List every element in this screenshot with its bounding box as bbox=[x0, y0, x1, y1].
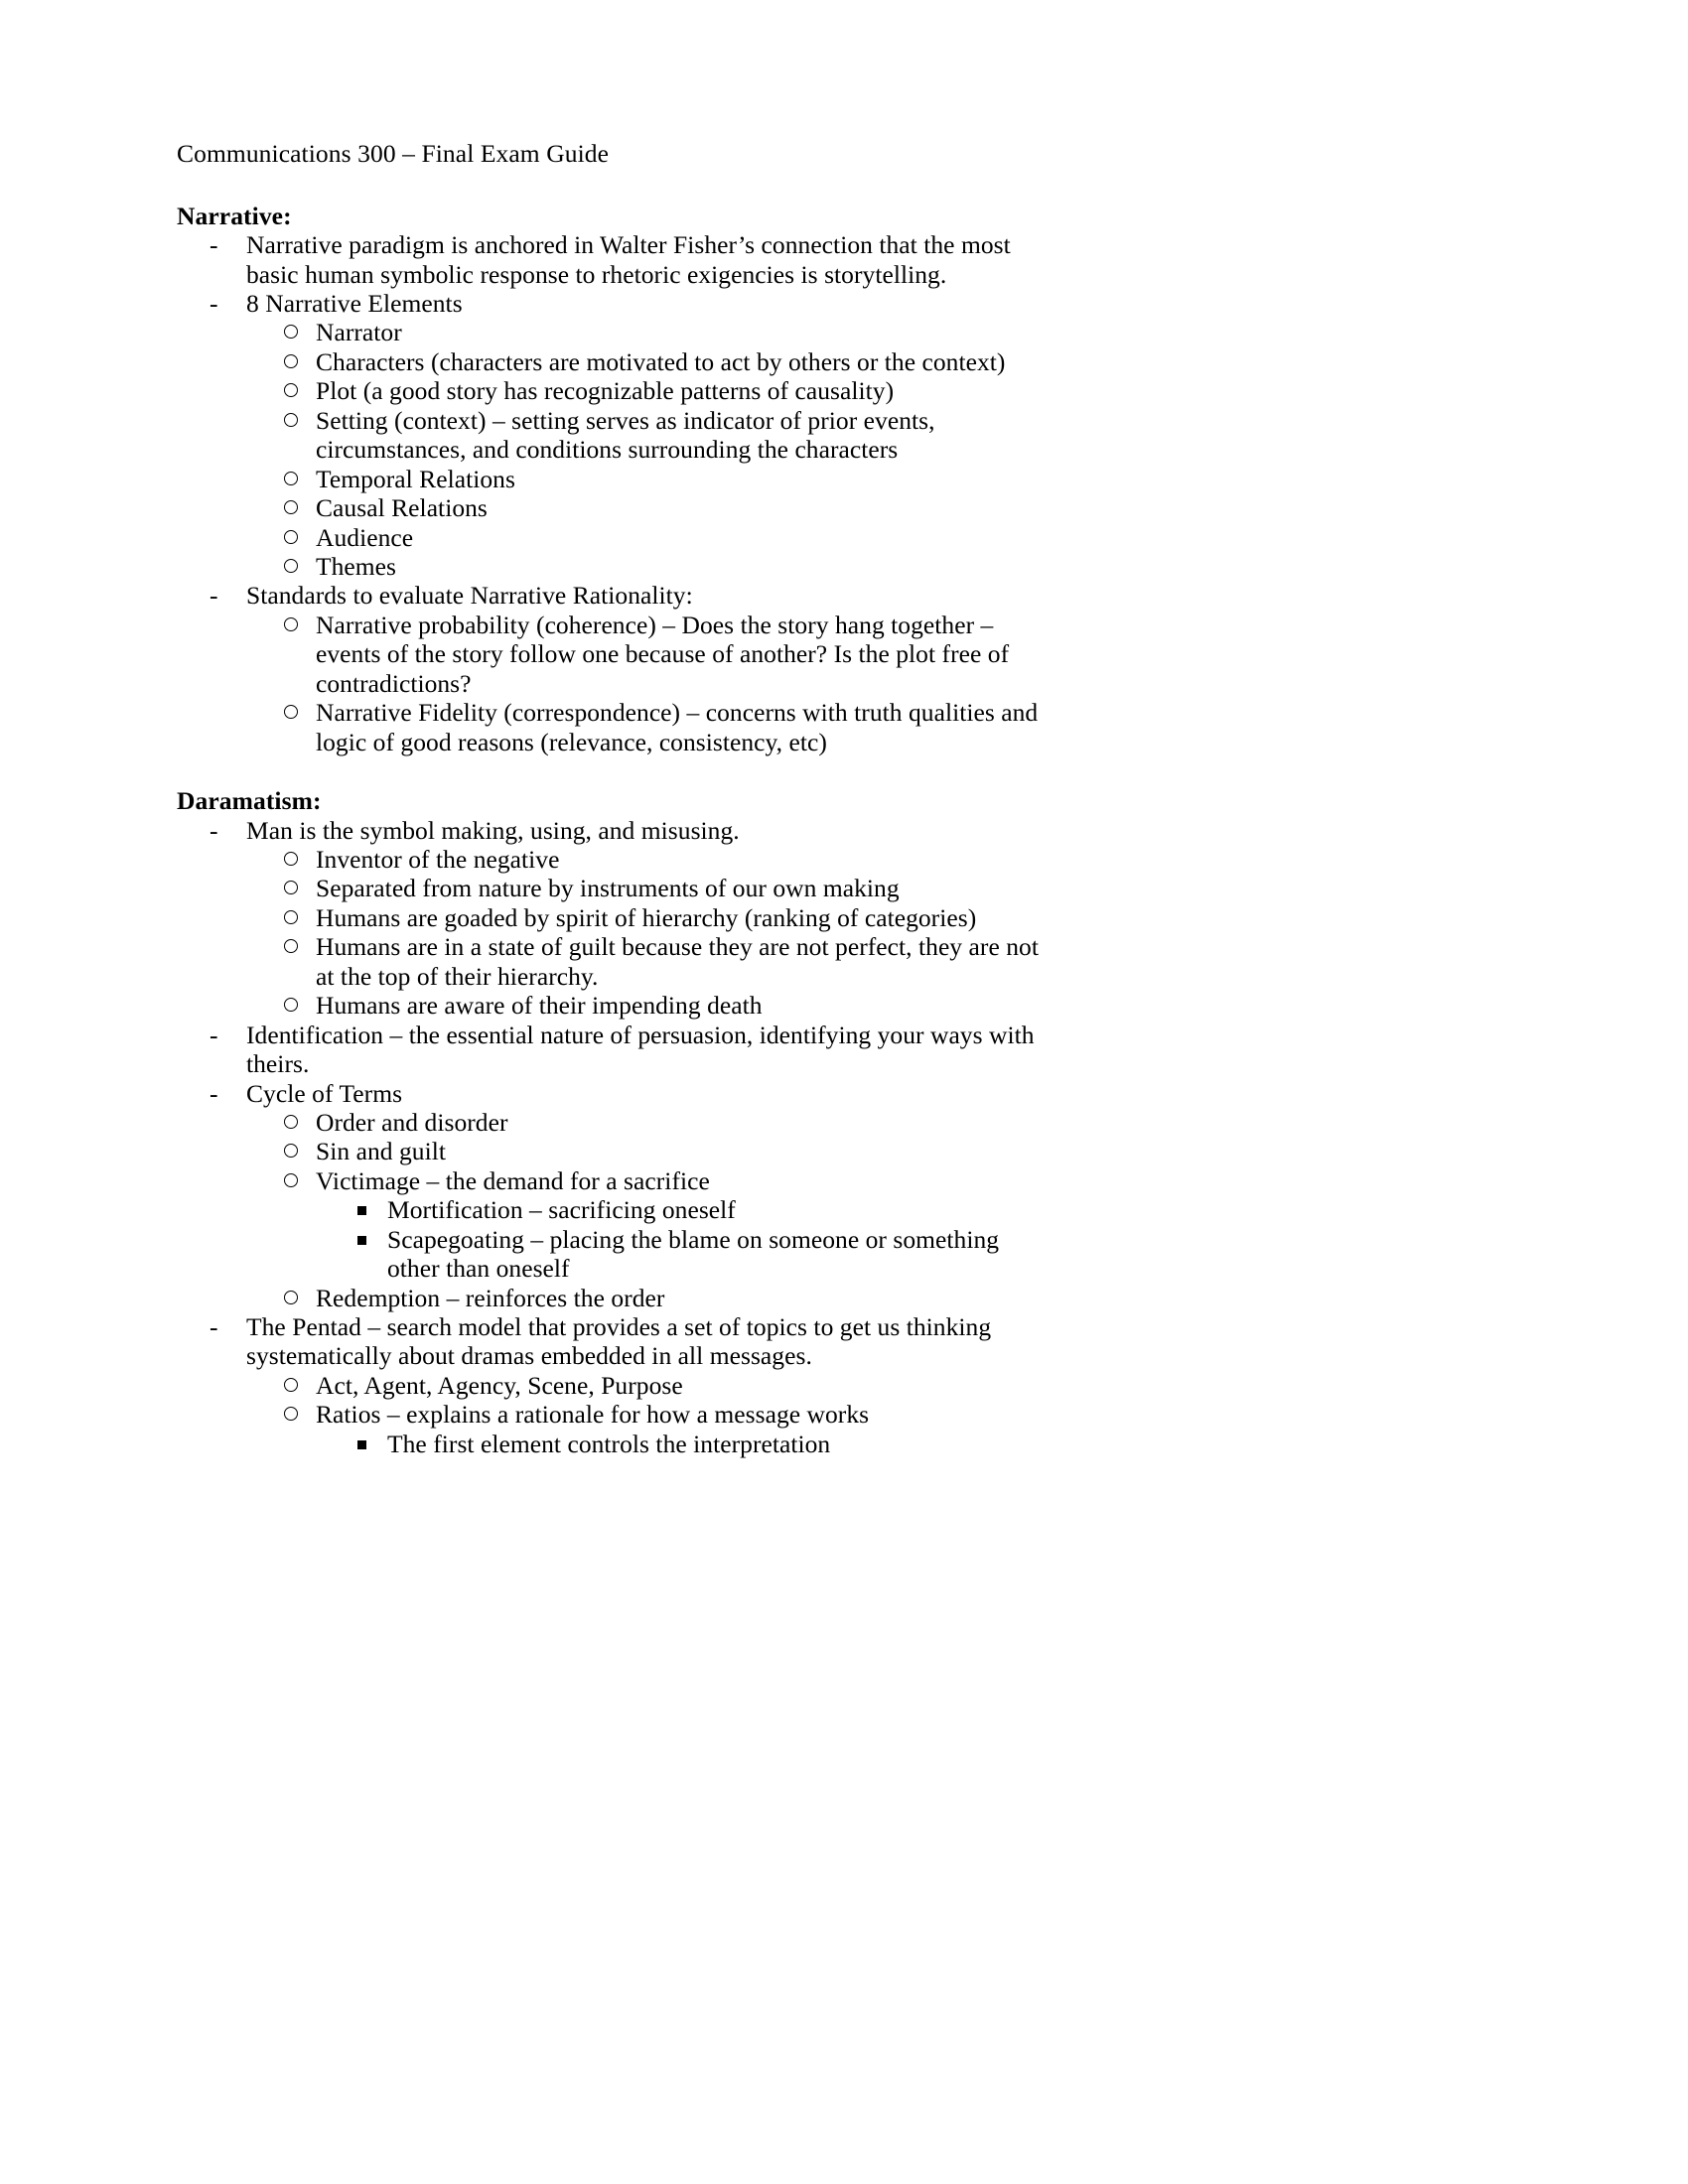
bullet-marker bbox=[284, 318, 298, 346]
circle-bullet-icon bbox=[284, 932, 298, 961]
circle-bullet-icon bbox=[284, 465, 298, 493]
outline-item bbox=[177, 581, 1039, 610]
section-heading: Daramatism: bbox=[177, 786, 322, 816]
dash-bullet-icon: - bbox=[210, 581, 218, 611]
bullet-marker bbox=[284, 903, 298, 932]
bullet-marker bbox=[284, 406, 298, 435]
outline-item-text: The first element controls the interpretation bbox=[387, 1429, 831, 1458]
outline-item-text: Ratios – explains a rationale for how a message works bbox=[316, 1400, 870, 1430]
outline-item-text: Separated from nature by instruments of our own making bbox=[316, 874, 900, 903]
circle-bullet-icon bbox=[284, 845, 298, 874]
outline-item bbox=[177, 1312, 1039, 1371]
bullet-marker bbox=[284, 1371, 298, 1400]
outline-item-text: Mortification – sacrificing oneself bbox=[387, 1195, 736, 1225]
outline-item-text: Victimage – the demand for a sacrifice bbox=[316, 1165, 710, 1195]
bullet-marker bbox=[210, 581, 218, 610]
bullet-marker bbox=[284, 991, 298, 1020]
outline-item-text: Narrator bbox=[316, 318, 402, 347]
circle-bullet-icon bbox=[284, 406, 298, 435]
outline-item-text: Narrative probability (coherence) – Does the story hang together – events of the story follow one because of another? Is the plot free of contradictions? bbox=[316, 610, 1010, 698]
outline-item bbox=[177, 376, 1039, 405]
outline-level-2 bbox=[177, 1108, 1039, 1312]
outline-item-text: Cycle of Terms bbox=[246, 1078, 403, 1108]
outline-item-text: Act, Agent, Agency, Scene, Purpose bbox=[316, 1370, 683, 1400]
outline-item bbox=[177, 1079, 1039, 1108]
outline-item-text: Audience bbox=[316, 522, 414, 552]
outline-item bbox=[177, 552, 1039, 581]
circle-bullet-icon bbox=[284, 611, 298, 639]
circle-bullet-icon bbox=[284, 347, 298, 376]
dash-bullet-icon: - bbox=[210, 1312, 218, 1342]
outline-item bbox=[177, 903, 1039, 932]
circle-bullet-icon bbox=[284, 698, 298, 727]
bullet-marker bbox=[210, 1312, 218, 1341]
dash-bullet-icon: - bbox=[210, 1078, 218, 1108]
outline-item-text: Sin and guilt bbox=[316, 1137, 446, 1166]
outline-item-text: Setting (context) – setting serves as indicator of prior events, circumstances, and conditions surrounding the characters bbox=[316, 405, 935, 465]
outline-item bbox=[177, 1166, 1039, 1195]
dash-bullet-icon: - bbox=[210, 815, 218, 845]
bullet-marker bbox=[210, 1021, 218, 1049]
outline-level-1 bbox=[177, 230, 1039, 756]
outline-item-text: Characters (characters are motivated to act by others or the context) bbox=[316, 346, 1006, 376]
bullet-marker bbox=[284, 1166, 298, 1195]
outline-item-text: Temporal Relations bbox=[316, 464, 515, 493]
outline-item-text: Themes bbox=[316, 551, 397, 581]
circle-bullet-icon bbox=[284, 1400, 298, 1429]
document-section bbox=[177, 786, 1039, 1458]
circle-bullet-icon bbox=[284, 1108, 298, 1137]
bullet-marker bbox=[284, 874, 298, 902]
outline-item bbox=[177, 347, 1039, 376]
outline-item bbox=[177, 698, 1039, 756]
square-bullet-icon bbox=[357, 1225, 366, 1254]
outline-item bbox=[177, 1430, 1039, 1458]
outline-level-2 bbox=[177, 1371, 1039, 1458]
section-heading: Narrative: bbox=[177, 201, 292, 230]
outline-item-text: Identification – the essential nature of persuasion, identifying your ways with theirs. bbox=[246, 1020, 1035, 1079]
outline-item bbox=[177, 1108, 1039, 1137]
outline-item bbox=[177, 874, 1039, 902]
bullet-marker bbox=[284, 845, 298, 874]
bullet-marker bbox=[210, 230, 218, 259]
outline-item-text: Inventor of the negative bbox=[316, 845, 560, 875]
circle-bullet-icon bbox=[284, 1166, 298, 1195]
bullet-marker bbox=[284, 552, 298, 581]
outline-item bbox=[177, 611, 1039, 698]
outline-level-2 bbox=[177, 611, 1039, 756]
document-body bbox=[177, 139, 1039, 1458]
square-bullet-icon bbox=[357, 1430, 366, 1458]
outline-item-text: Man is the symbol making, using, and misusing. bbox=[246, 815, 740, 845]
outline-item-text: 8 Narrative Elements bbox=[246, 289, 463, 319]
outline-item-text: Humans are goaded by spirit of hierarchy (ranking of categories) bbox=[316, 902, 977, 932]
circle-bullet-icon bbox=[284, 903, 298, 932]
bullet-marker bbox=[357, 1225, 366, 1254]
circle-bullet-icon bbox=[284, 523, 298, 552]
outline-item bbox=[177, 1400, 1039, 1429]
circle-bullet-icon bbox=[284, 552, 298, 581]
outline-item-text: Redemption – reinforces the order bbox=[316, 1283, 665, 1312]
circle-bullet-icon bbox=[284, 1371, 298, 1400]
dash-bullet-icon: - bbox=[210, 230, 218, 260]
outline-level-3 bbox=[177, 1430, 1039, 1458]
outline-item bbox=[177, 845, 1039, 874]
outline-item bbox=[177, 289, 1039, 318]
outline-level-2 bbox=[177, 318, 1039, 581]
outline-item bbox=[177, 465, 1039, 493]
bullet-marker bbox=[357, 1195, 366, 1224]
outline-item-text: Narrative Fidelity (correspondence) – concerns with truth qualities and logic of good reasons (relevance, consistency, etc) bbox=[316, 698, 1039, 756]
outline-item bbox=[177, 1371, 1039, 1400]
bullet-marker bbox=[357, 1430, 366, 1458]
outline-item bbox=[177, 318, 1039, 346]
circle-bullet-icon bbox=[284, 1137, 298, 1165]
dash-bullet-icon: - bbox=[210, 1020, 218, 1049]
outline-item bbox=[177, 1284, 1039, 1312]
bullet-marker bbox=[284, 932, 298, 961]
sections-container bbox=[177, 202, 1039, 1459]
outline-item bbox=[177, 1137, 1039, 1165]
bullet-marker bbox=[284, 376, 298, 405]
circle-bullet-icon bbox=[284, 376, 298, 405]
outline-item-text: Standards to evaluate Narrative Rationality: bbox=[246, 581, 693, 611]
outline-item bbox=[177, 932, 1039, 991]
outline-item bbox=[177, 523, 1039, 552]
outline-item-text: Scapegoating – placing the blame on someone or something other than oneself bbox=[387, 1224, 1000, 1284]
outline-item-text: Narrative paradigm is anchored in Walter Fisher’s connection that the most basic human symbolic response to rhetoric exigencies is storytelling. bbox=[246, 230, 1011, 289]
bullet-marker bbox=[210, 1079, 218, 1108]
outline-item-text: Order and disorder bbox=[316, 1107, 508, 1137]
circle-bullet-icon bbox=[284, 493, 298, 522]
outline-item bbox=[177, 1195, 1039, 1224]
outline-item bbox=[177, 991, 1039, 1020]
bullet-marker bbox=[284, 1284, 298, 1312]
outline-item-text: Plot (a good story has recognizable patterns of causality) bbox=[316, 376, 895, 406]
bullet-marker bbox=[284, 347, 298, 376]
bullet-marker bbox=[284, 523, 298, 552]
outline-level-2 bbox=[177, 845, 1039, 1021]
outline-item bbox=[177, 1225, 1039, 1284]
circle-bullet-icon bbox=[284, 991, 298, 1020]
circle-bullet-icon bbox=[284, 318, 298, 346]
bullet-marker bbox=[284, 1108, 298, 1137]
bullet-marker bbox=[284, 493, 298, 522]
outline-item bbox=[177, 230, 1039, 289]
outline-level-1 bbox=[177, 816, 1039, 1459]
outline-item bbox=[177, 1021, 1039, 1079]
bullet-marker bbox=[284, 465, 298, 493]
bullet-marker bbox=[210, 816, 218, 845]
bullet-marker bbox=[210, 289, 218, 318]
outline-item-text: Humans are aware of their impending death bbox=[316, 991, 763, 1021]
document-section bbox=[177, 202, 1039, 756]
bullet-marker bbox=[284, 1137, 298, 1165]
square-bullet-icon bbox=[357, 1195, 366, 1224]
outline-item bbox=[177, 816, 1039, 845]
dash-bullet-icon: - bbox=[210, 289, 218, 319]
bullet-marker bbox=[284, 698, 298, 727]
outline-item bbox=[177, 493, 1039, 522]
outline-item-text: Causal Relations bbox=[316, 493, 488, 523]
outline-item-text: Humans are in a state of guilt because they are not perfect, they are not at the top of their hierarchy. bbox=[316, 932, 1039, 991]
page-title: Communications 300 – Final Exam Guide bbox=[177, 139, 610, 168]
section-spacer bbox=[177, 756, 1039, 786]
bullet-marker bbox=[284, 611, 298, 639]
outline-item bbox=[177, 406, 1039, 465]
outline-item-text: The Pentad – search model that provides a set of topics to get us thinking systematically about dramas embedded in all messages. bbox=[246, 1312, 992, 1371]
outline-level-3 bbox=[177, 1195, 1039, 1283]
circle-bullet-icon bbox=[284, 874, 298, 902]
bullet-marker bbox=[284, 1400, 298, 1429]
circle-bullet-icon bbox=[284, 1284, 298, 1312]
